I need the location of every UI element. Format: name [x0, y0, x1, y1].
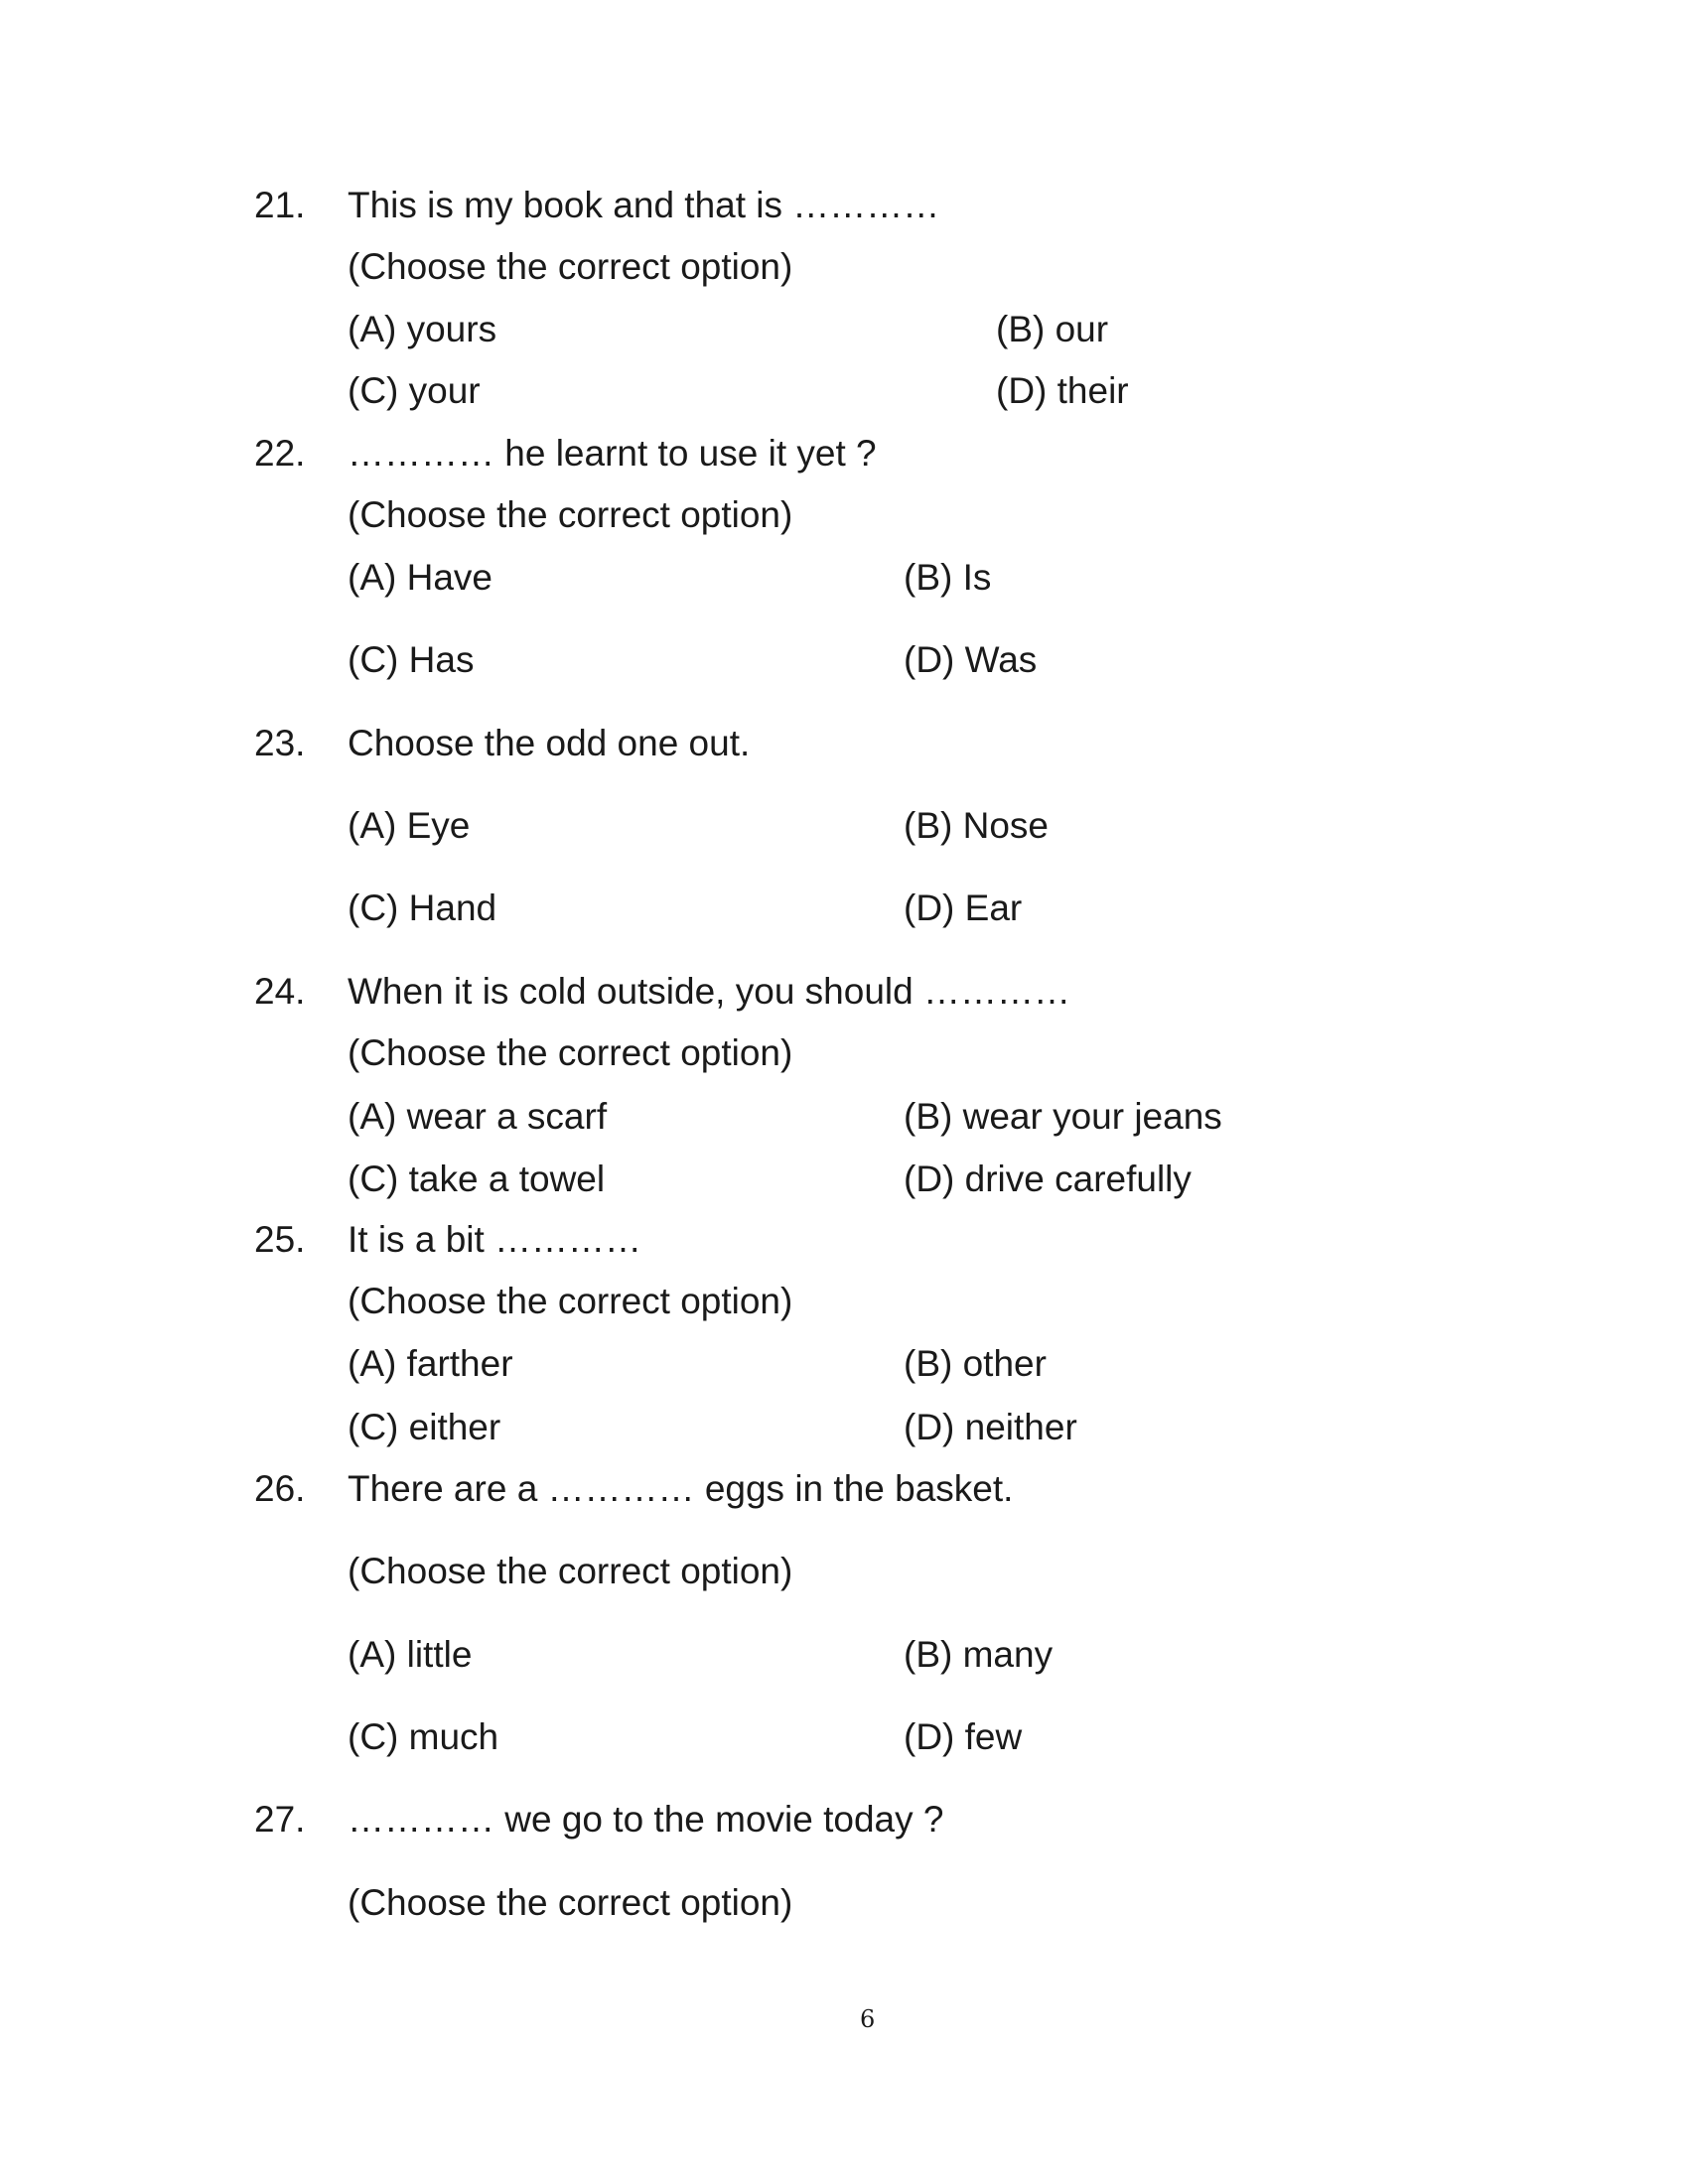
option-c: (C) take a towel: [348, 1159, 606, 1199]
option-b: (B) Nose: [904, 805, 1049, 846]
instruction: (Choose the correct option): [348, 246, 793, 287]
option-d: (D) their: [996, 370, 1129, 411]
question-number: 27.: [254, 1799, 306, 1840]
instruction: (Choose the correct option): [348, 1551, 793, 1591]
question-text: There are a ………… eggs in the basket.: [348, 1468, 1014, 1509]
question-text: It is a bit …………: [348, 1219, 642, 1260]
option-b: (B) wear your jeans: [904, 1096, 1222, 1137]
option-d: (D) few: [904, 1716, 1023, 1757]
option-b: (B) many: [904, 1634, 1054, 1675]
question-text: ………… we go to the movie today ?: [348, 1799, 944, 1840]
option-d: (D) Was: [904, 639, 1038, 680]
page-number: 6: [860, 2005, 876, 2033]
option-a: (A) farther: [348, 1343, 513, 1384]
option-c: (C) your: [348, 370, 481, 411]
instruction: (Choose the correct option): [348, 1281, 793, 1321]
option-a: (A) wear a scarf: [348, 1096, 608, 1137]
option-b: (B) other: [904, 1343, 1047, 1384]
question-number: 22.: [254, 433, 306, 474]
option-a: (A) little: [348, 1634, 473, 1675]
question-number: 24.: [254, 971, 306, 1012]
question-text: When it is cold outside, you should …………: [348, 971, 1070, 1012]
question-number: 25.: [254, 1219, 306, 1260]
option-d: (D) neither: [904, 1407, 1077, 1447]
option-c: (C) Hand: [348, 887, 497, 928]
instruction: (Choose the correct option): [348, 494, 793, 535]
question-text: Choose the odd one out.: [348, 723, 751, 763]
option-c: (C) either: [348, 1407, 501, 1447]
option-c: (C) much: [348, 1716, 499, 1757]
question-text: This is my book and that is …………: [348, 185, 940, 225]
option-b: (B) our: [996, 309, 1109, 349]
option-d: (D) Ear: [904, 887, 1023, 928]
option-a: (A) Eye: [348, 805, 471, 846]
option-a: (A) yours: [348, 309, 497, 349]
option-b: (B) Is: [904, 557, 992, 598]
option-c: (C) Has: [348, 639, 475, 680]
question-number: 23.: [254, 723, 306, 763]
question-text: ………… he learnt to use it yet ?: [348, 433, 877, 474]
option-d: (D) drive carefully: [904, 1159, 1192, 1199]
instruction: (Choose the correct option): [348, 1032, 793, 1073]
question-number: 21.: [254, 185, 306, 225]
instruction: (Choose the correct option): [348, 1882, 793, 1923]
question-number: 26.: [254, 1468, 306, 1509]
option-a: (A) Have: [348, 557, 492, 598]
